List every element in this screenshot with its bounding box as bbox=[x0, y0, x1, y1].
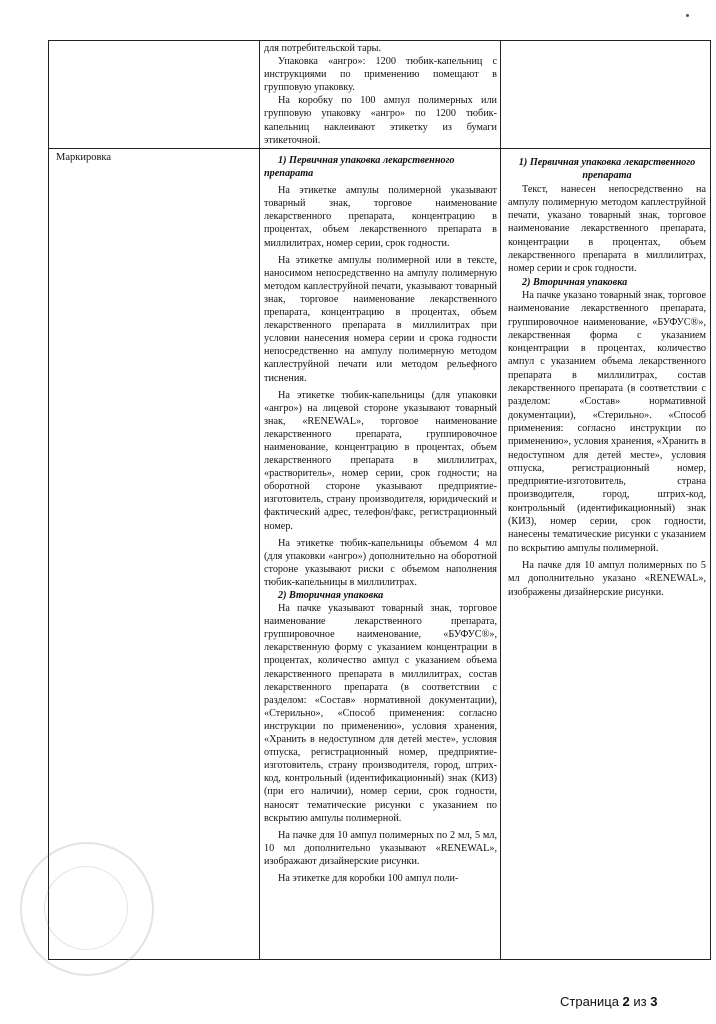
table-divider-1 bbox=[259, 40, 260, 960]
mid-para-3: На этикетке тюбик-капельницы (для упаковки «ангро») на лицевой стороне указывают товарный знак, «RENEWAL», торговое наименование лекарственного препарата, группировочное наименование, концентрацию в процентах, объем лекарственного препарата в миллилитрах, «растворитель», номер серии, срок годности; на оборотной стороне указывают предприятие-изготовитель, страну производителя, юридический и фактический адрес, телефон/факс, регистрационный номер. bbox=[264, 389, 497, 532]
page-number-current: 2 bbox=[622, 994, 630, 1009]
right-para-2: На пачке указано товарный знак, торговое наименование лекарственного препарата, группировочное наименование, «БУФУС®», лекарственная форма с указанием концентрации в процентах, количество ампул с указанием объема лекарственного препарата в миллилитрах, состав лекарственного препарата (в соответствии с разделом: «Состав» нормативной документации), «Стерильно». «Способ применения: согласно инструкции по применению», условия хранения, «Хранить в недоступном для детей месте», условия отпуска, регистрационный номер, предприятие-изготовитель, страна производителя, город, штрих-код, контрольный (идентификационный) знак (КИЗ), номер серии, срок годности, нанесены тематические рисунки с указанием по вскрытию ампулы полимерной. bbox=[508, 289, 706, 554]
mid-para-5: На пачке указывают товарный знак, торговое наименование лекарственного препарата, группировочное наименование, «БУФУС®», лекарственную форму с указанием концентрации в процентах, количество ампул с указанием объема лекарственного препарата в миллилитрах, состав лекарственного препарата (в соответствии с разделом: «Состав» нормативной документации), «Стерильно», «Способ применения: согласно инструкции по применению», условия хранения, «Хранить в недоступном для детей месте», условия отпуска, регистрационный номер, предприятие-изготовитель, страну производителя, город, штрих-код, контрольный (идентификационный) знак (КИЗ) (при его наличии), номер серии, срок годности, наносят тематические рисунки с указанием по вскрытию ампулы полимерной. bbox=[264, 603, 497, 824]
mid-para-6: На пачке для 10 ампул полимерных по 2 мл, 5 мл, 10 мл дополнительно указывают «RENEWAL», изображают дизайнерские рисунки. bbox=[264, 829, 497, 867]
row1-mid-p1: Упаковка «ангро»: 1200 тюбик-капельниц с инструкциями по применению помещают в групповую упаковку. bbox=[264, 56, 497, 94]
page-number bbox=[560, 994, 657, 1009]
page-number-total: 3 bbox=[650, 994, 658, 1009]
seal-stamp-inner-ring bbox=[44, 866, 128, 950]
seal-stamp bbox=[20, 842, 154, 976]
mid-para-2: На этикетке ампулы полимерной или в тексте, наносимом непосредственно на ампулу полимерную методом каплеструйной печати, указывают товарный знак, торговое наименование лекарственного препарата, концентрацию в процентах, объем лекарственного препарата в миллилитрах при условии нанесения номера серии и срока годности непосредственно на ампулу полимерную методом каплеструйной печати или методом рельефного тиснения. bbox=[264, 254, 497, 384]
right-heading-primary: 1) Первичная упаковка лекарственного препарата bbox=[518, 157, 696, 182]
mid-heading-secondary: 2) Вторичная упаковка bbox=[278, 590, 384, 601]
page-number-prefix: Страница bbox=[560, 994, 623, 1009]
table-divider-2 bbox=[500, 40, 501, 960]
right-para-3: На пачке для 10 ампул полимерных по 5 мл дополнительно указано «RENEWAL», изображены дизайнерские рисунки. bbox=[508, 559, 706, 598]
right-para-1: Текст, нанесен непосредственно на ампулу полимерную методом каплеструйной печати, указано товарный знак, торговое наименование лекарственного препарата, концентрации в процентах, объем лекарственного препарата в миллилитрах, номер серии и срок годности. bbox=[508, 183, 706, 275]
right-heading-secondary: 2) Вторичная упаковка bbox=[522, 276, 628, 288]
row2-mid-cell bbox=[264, 154, 497, 885]
mid-para-7: На этикетке для коробки 100 ампул поли- bbox=[278, 872, 459, 884]
table-row-separator bbox=[48, 148, 711, 149]
mid-heading-primary: 1) Первичная упаковка лекарственного препарата bbox=[264, 155, 455, 180]
row1-mid-cell bbox=[264, 42, 497, 147]
mid-para-4: На этикетке тюбик-капельницы объемом 4 мл (для упаковки «ангро») дополнительно на оборотной стороне указывают риски с объемом наполнения тюбик-капельницы в миллилитрах. bbox=[264, 537, 497, 588]
table-left-border bbox=[48, 40, 49, 960]
row2-label: Маркировка bbox=[56, 152, 112, 163]
table-bottom-border bbox=[48, 959, 711, 960]
page-number-middle: из bbox=[629, 994, 651, 1009]
speck-mark bbox=[686, 14, 689, 17]
row1-mid-p0: для потребительской тары. bbox=[264, 43, 382, 54]
row1-mid-p2: На коробку по 100 ампул полимерных или групповую упаковку «ангро» по 1200 тюбик-капельниц наклеивают этикетку из бумаги этикеточной. bbox=[264, 95, 497, 146]
mid-para-1: На этикетке ампулы полимерной указывают товарный знак, торговое наименование лекарственного препарата, концентрацию в процентах, объем лекарственного препарата в миллилитрах, номер серии, срок годности. bbox=[264, 185, 497, 249]
row2-right-cell bbox=[508, 156, 706, 599]
table-top-border bbox=[48, 40, 711, 41]
table-right-border bbox=[710, 40, 711, 960]
